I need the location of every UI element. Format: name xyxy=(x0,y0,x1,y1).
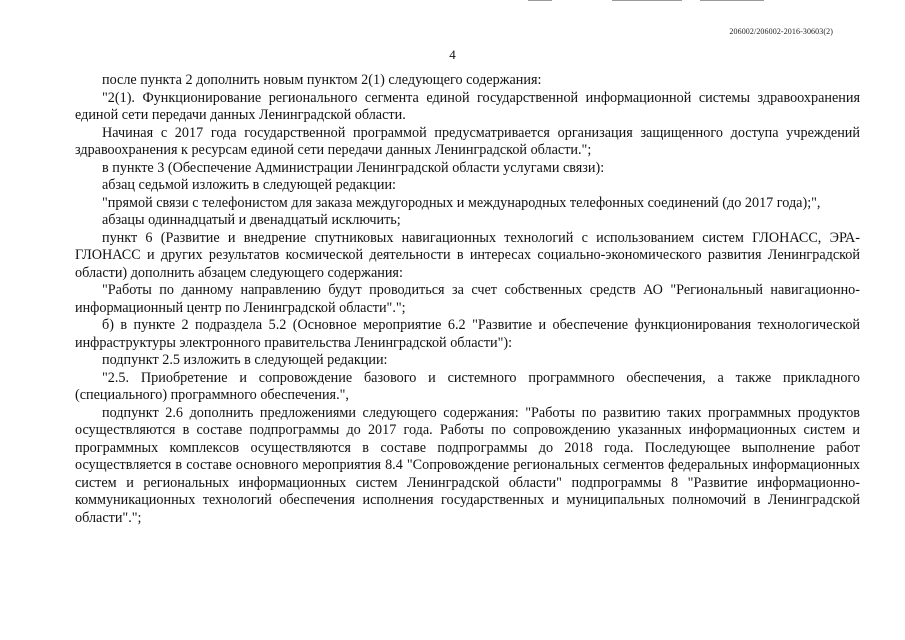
paragraph: "2.5. Приобретение и сопровождение базового и системного программного обеспечения, а также прикладного (специального) программного обеспечения.", xyxy=(75,369,860,403)
document-id: 206002/206002-2016-30603(2) xyxy=(729,27,833,36)
page-number: 4 xyxy=(449,47,456,62)
paragraph: "Работы по данному направлению будут проводиться за счет собственных средств АО "Региональный навигационно-информационный центр по Ленинградской области"."; xyxy=(75,282,860,316)
paragraph: "прямой связи с телефонистом для заказа междугородных и международных телефонных соединений (до 2017 года);", xyxy=(102,194,821,211)
paragraph: подпункт 2.5 изложить в следующей редакции: xyxy=(102,352,388,368)
scan-edge-mark xyxy=(612,0,682,1)
paragraph: абзацы одиннадцатый и двенадцатый исключить; xyxy=(102,212,401,228)
paragraph: в пункте 3 (Обеспечение Администрации Ленинградской области услугами связи): xyxy=(102,159,605,176)
scan-edge-mark xyxy=(700,0,764,1)
paragraph: "2(1). Функционирование регионального сегмента единой государственной информационной системы здравоохранения единой сети передачи данных Ленинградской области. xyxy=(75,89,860,123)
paragraph: подпункт 2.6 дополнить предложениями следующего содержания: "Работы по развитию таких программных продуктов осуществляются в составе подпрограммы до 2017 года. Работы по сопровождению указанных информационных систем и программных комплексов осуществляются в составе подпрограммы до 2018 года. Последующее выполнение работ осуществляется в составе основного мероприятия 8.4 "Сопровождение региональных сегментов федеральных информационных систем и региональных информационных систем Ленинградской области" подпрограммы 8 "Развитие информационно-коммуникационных технологий обеспечения исполнения государственных и муниципальных полномочий в Ленинградской области"."; xyxy=(75,404,860,526)
paragraph: абзац седьмой изложить в следующей редакции: xyxy=(102,177,397,193)
paragraph: б) в пункте 2 подраздела 5.2 (Основное мероприятие 6.2 "Развитие и обеспечение функционирования технологической инфраструктуры электронного правительства Ленинградской области"): xyxy=(75,317,860,351)
paragraph: после пункта 2 дополнить новым пунктом 2(1) следующего содержания: xyxy=(102,72,542,88)
scan-edge-mark xyxy=(528,0,552,1)
paragraph: пункт 6 (Развитие и внедрение спутниковых навигационных технологий с использованием систем ГЛОНАСС, ЭРА-ГЛОНАСС и других результатов космической деятельности в интересах социально-экономического развития Ленинградской области) дополнить абзацем следующего содержания: xyxy=(75,229,860,281)
document-body xyxy=(75,72,860,527)
paragraph: Начиная с 2017 года государственной программой предусматривается организация защищенного доступа учреждений здравоохранения к ресурсам единой сети передачи данных Ленинградской области."; xyxy=(75,124,860,158)
